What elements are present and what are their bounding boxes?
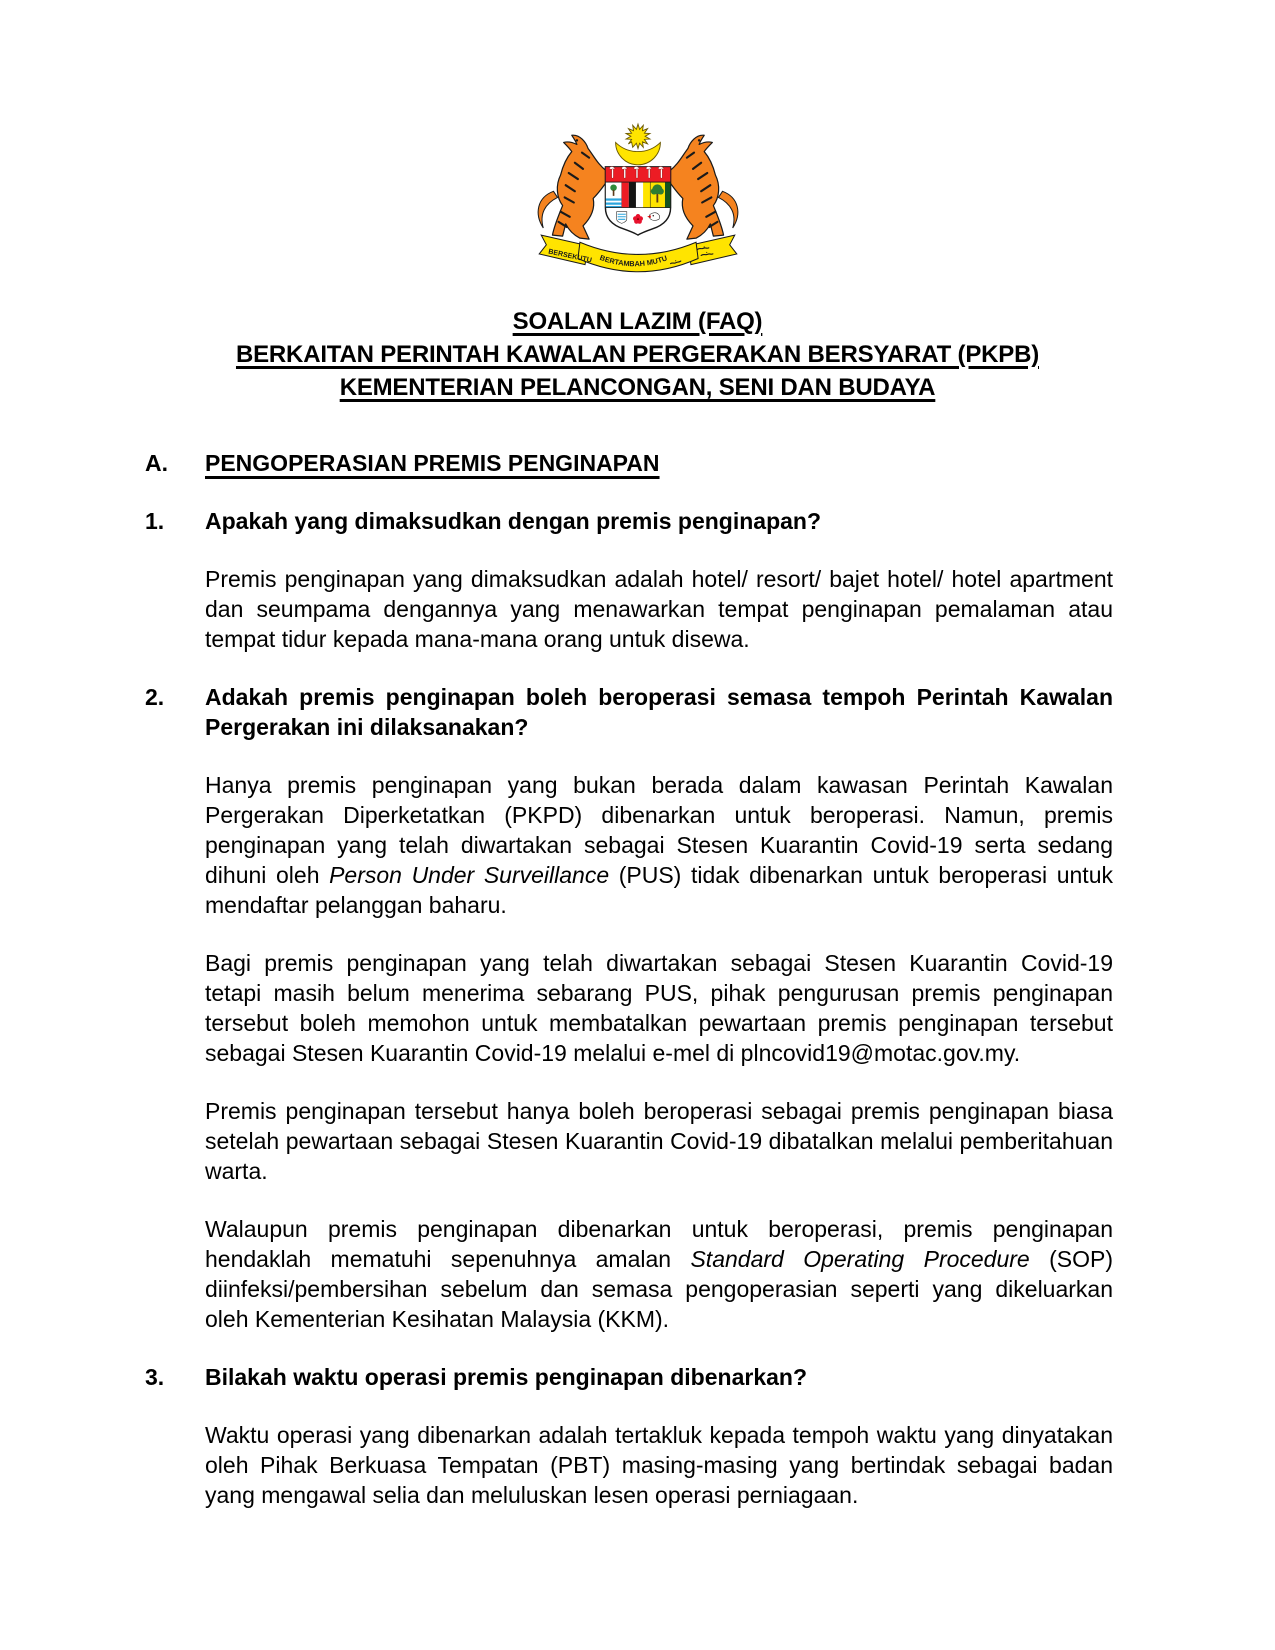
motto-text-left: BERSEKUTU (547, 247, 592, 265)
question-text: Apakah yang dimaksudkan dengan premis penginapan? (205, 508, 822, 534)
question-number: 3. (145, 1364, 165, 1390)
text-segment: (PUS) tidak dibenarkan untuk beroperasi untuk mendaftar pelanggan baharu. (205, 862, 1113, 918)
faq-item-2 (0, 682, 1275, 1334)
answer-paragraph (205, 1214, 1113, 1334)
italic-text-segment: Person Under Surveillance (329, 862, 610, 888)
motto-ribbon (539, 235, 737, 272)
text-segment: (SOP) diinfeksi/pembersihan sebelum dan semasa pengoperasian seperti yang dikeluarkan oleh Kementerian Kesihatan Malaysia (KKM). (205, 1246, 1113, 1332)
section-label: A. (145, 450, 168, 476)
shield-icon (605, 167, 670, 236)
motto-text-center: BERTAMBAH MUTU (598, 252, 668, 269)
federal-star-icon (626, 124, 650, 148)
question-text: Adakah premis penginapan boleh beroperasi semasa tempoh Perintah Kawalan Pergerakan ini dilaksanakan? (205, 684, 1113, 740)
coat-of-arms-graphic (531, 120, 745, 285)
question-number: 1. (145, 508, 165, 534)
answer-paragraph (205, 1096, 1113, 1186)
title-line-3 (0, 371, 1275, 404)
text-segment: Premis penginapan yang dimaksudkan adalah hotel/ resort/ bajet hotel/ hotel apartment dan seumpama dengannya yang menawarkan tempat penginapan pemalaman atau tempat tidur kepada mana-mana orang untuk disewa. (205, 566, 1113, 652)
text-segment: Waktu operasi yang dibenarkan adalah tertakluk kepada tempoh waktu yang dinyatakan oleh Pihak Berkuasa Tempatan (PBT) masing-masing yang bertindak sebagai badan yang mengawal selia dan meluluskan lesen operasi perniagaan. (205, 1422, 1113, 1508)
question-number: 2. (145, 684, 165, 710)
text-segment: Hanya premis penginapan yang bukan berada dalam kawasan Perintah Kawalan Pergerakan Diperketatkan (PKPD) dibenarkan untuk beroperasi. Namun, premis penginapan yang telah diwartakan sebagai Stesen Kuarantin Covid-19 serta sedang dihuni oleh (205, 772, 1113, 888)
tiger-left-icon (538, 135, 606, 239)
title-line-2 (0, 338, 1275, 371)
answer-paragraph (205, 948, 1113, 1068)
title-line-3-text: KEMENTERIAN PELANCONGAN, SENI DAN BUDAYA (339, 374, 936, 401)
title-line-2-text: BERKAITAN PERINTAH KAWALAN PERGERAKAN BERSYARAT (PKPB) (235, 341, 1039, 368)
text-segment: Bagi premis penginapan yang telah diwartakan sebagai Stesen Kuarantin Covid-19 tetapi masih belum menerima sebarang PUS, pihak pengurusan premis penginapan tersebut boleh memohon untuk membatalkan pewartaan premis penginapan tersebut sebagai Stesen Kuarantin Covid-19 melalui e-mel di plncovid19@motac.gov.my. (205, 950, 1113, 1066)
document-title-block (0, 305, 1275, 404)
question-heading-2 (0, 682, 1275, 742)
question-text: Bilakah waktu operasi premis penginapan dibenarkan? (205, 1364, 807, 1390)
faq-item-3 (0, 1362, 1275, 1510)
question-heading-3 (0, 1362, 1275, 1392)
section-heading (0, 448, 1275, 478)
faq-item-1 (0, 506, 1275, 654)
malaysia-coat-of-arms (0, 120, 1275, 290)
title-line-1-text: SOALAN LAZIM (FAQ) (512, 308, 763, 335)
answer-paragraph (205, 770, 1113, 920)
text-segment: Premis penginapan tersebut hanya boleh beroperasi sebagai premis penginapan biasa setelah pewartaan sebagai Stesen Kuarantin Covid-19 dibatalkan melalui pemberitahuan warta. (205, 1098, 1113, 1184)
answer-paragraph (205, 1420, 1113, 1510)
title-line-1 (0, 305, 1275, 338)
answer-paragraph (205, 564, 1113, 654)
tiger-right-icon (669, 135, 737, 239)
text-segment: Walaupun premis penginapan dibenarkan untuk beroperasi, premis penginapan hendaklah mematuhi sepenuhnya amalan (205, 1216, 1113, 1272)
section-title: PENGOPERASIAN PREMIS PENGINAPAN (205, 450, 660, 476)
question-heading-1 (0, 506, 1275, 536)
italic-text-segment: Standard Operating Procedure (690, 1246, 1030, 1272)
